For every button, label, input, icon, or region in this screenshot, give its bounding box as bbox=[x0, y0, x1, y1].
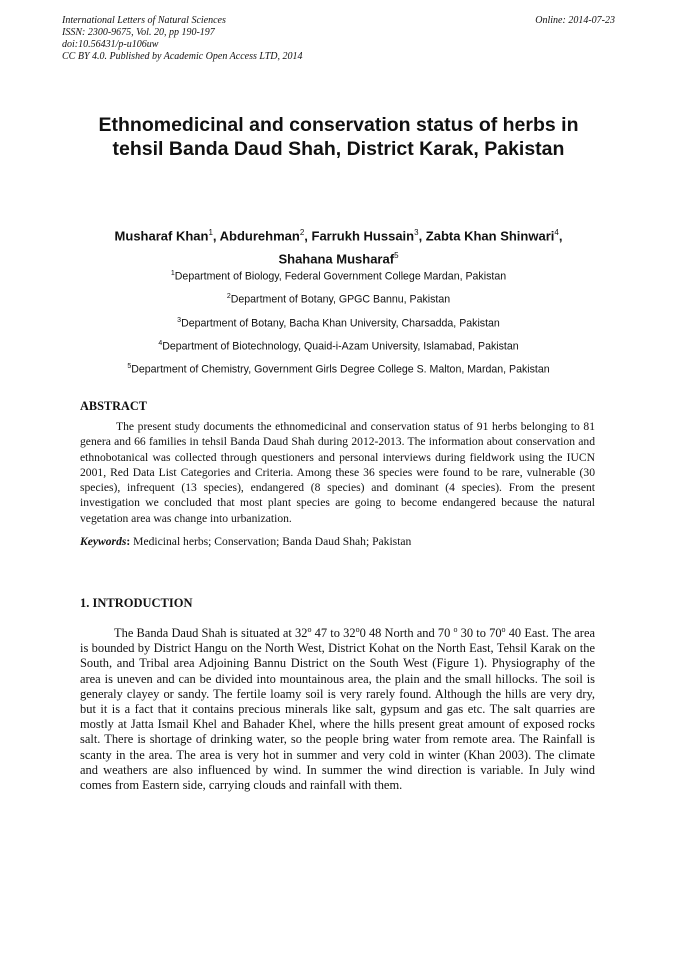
author-name: Zabta Khan Shinwari bbox=[425, 228, 555, 244]
affiliation-list bbox=[62, 264, 615, 381]
affiliation-text: Department of Chemistry, Government Girls Degree College S. Malton, Mardan, Pakistan bbox=[131, 363, 550, 376]
affiliation bbox=[62, 334, 615, 357]
affiliation-text: Department of Botany, GPGC Bannu, Pakistan bbox=[230, 293, 451, 306]
author-affiliation-mark: 2 bbox=[299, 228, 305, 237]
affiliation-mark: 3 bbox=[177, 316, 182, 324]
affiliation bbox=[62, 357, 615, 380]
author-list: Musharaf Khan$^1$, Abdurehman$^2$, Farrukh Hussain$^3$, Zabta Khan Shinwari$^4$, Shahana Musharaf$^5$ bbox=[114, 228, 563, 267]
title-line-1: Ethnomedicinal and conservation status of herbs in bbox=[98, 114, 579, 136]
author-name: Abdurehman bbox=[219, 228, 300, 244]
degree-mark: o bbox=[307, 624, 312, 634]
affiliation bbox=[62, 264, 615, 287]
affiliation-mark: 4 bbox=[158, 339, 163, 347]
license-line: CC BY 4.0. Published by Academic Open Access LTD, 2014 bbox=[62, 51, 303, 62]
abstract-heading: ABSTRACT bbox=[80, 399, 147, 413]
intro-text: 0 48 North and 70 bbox=[359, 626, 454, 640]
keywords-text: Medicinal herbs; Conservation; Banda Daud Shah; Pakistan bbox=[133, 535, 412, 548]
affiliation bbox=[62, 311, 615, 334]
affiliation-text: Department of Biotechnology, Quaid-i-Azam University, Islamabad, Pakistan bbox=[162, 340, 519, 353]
author-name: Farrukh Hussain bbox=[311, 228, 415, 244]
author-name: Musharaf Khan bbox=[114, 228, 209, 244]
intro-text: 40 East. The area is bounded by District Hangu on the North West, District Kohat on the North East, Tehsil Karak on the South, and Tribal area Adjoining Bannu District on the South West (Figure 1). Physiography of the area is uneven and can be divided into mountainous area, the plain and the small hillocks. The soil is generaly clayey or sandy. The fertile loamy soil is very rarely found. Although the hills are very dry, but it is a fact that it contains precious minerals like salt, gypsum and gas etc. The salt quarries are mostly at Jatta Ismail Khel and Bahader Khel, where the hills present great amount of exposed rocks salt. There is shortage of drinking water, so the people bring water from remote area. The Rainfall is scanty in the area. The area is very hot in summer and very cold in winter (Khan 2003). The climate and weathers are also influenced by wind. In summer the wind direction is variable. In July wind comes from Eastern side, carrying clouds and rainfall with them. bbox=[80, 626, 595, 793]
intro-text: The Banda Daud Shah is situated at 32 bbox=[114, 626, 308, 640]
affiliation-text: Department of Biology, Federal Government College Mardan, Pakistan bbox=[174, 270, 507, 283]
degree-mark: o bbox=[501, 624, 506, 634]
affiliation-mark: 2 bbox=[226, 293, 231, 301]
author-affiliation-mark: 4 bbox=[554, 228, 559, 237]
author-affiliation-mark: 5 bbox=[394, 251, 399, 261]
abstract-text: The present study documents the ethnomedicinal and conservation status of 91 herbs belonging to 81 genera and 66 families in tehsil Banda Daud Shah during 2012-2013. The information about conservation and ethnobotanical was collected through questioners and personal interviews during fieldwork using the IUCN 2001, Red Data List Categories and Criteria. Among these 36 species were found to be rare, vulnerable (30 species), infrequent (13 species), endangered (8 species) and dominant (4 species). From the present investigation we concluded that most plant species are going to become endangered because the natural vegetation area was change into urbanization. bbox=[80, 420, 595, 525]
title-line-2: tehsil Banda Daud Shah, District Karak, Pakistan bbox=[112, 138, 565, 160]
degree-mark: o bbox=[453, 624, 458, 634]
page-header bbox=[62, 15, 615, 63]
keywords-label: Keywords bbox=[80, 535, 127, 548]
affiliation-mark: 1 bbox=[170, 270, 175, 277]
author-name: Shahana Musharaf bbox=[278, 251, 395, 267]
online-date: Online: 2014-07-23 bbox=[535, 15, 615, 26]
author-affiliation-mark: 3 bbox=[414, 228, 419, 237]
section-heading-introduction: 1. INTRODUCTION bbox=[80, 596, 193, 610]
affiliation bbox=[62, 287, 615, 310]
affiliation-mark: 5 bbox=[127, 363, 132, 371]
degree-mark: o bbox=[355, 624, 360, 634]
issn-line: ISSN: 2300-9675, Vol. 20, pp 190-197 bbox=[62, 27, 215, 38]
doi-line: doi:10.56431/p-u106uw bbox=[62, 39, 159, 50]
journal-name: International Letters of Natural Sciences bbox=[62, 15, 226, 26]
paper-title bbox=[62, 113, 615, 161]
intro-text: 30 to 70 bbox=[457, 626, 502, 640]
introduction-paragraph bbox=[80, 626, 595, 793]
keywords-line: Keywords: Medicinal herbs; Conservation; Banda Daud Shah; Pakistan bbox=[80, 535, 412, 548]
author-affiliation-mark: 1 bbox=[208, 228, 213, 237]
intro-text: 47 to 32 bbox=[311, 626, 356, 640]
affiliation-text: Department of Botany, Bacha Khan University, Charsadda, Pakistan bbox=[181, 317, 500, 330]
